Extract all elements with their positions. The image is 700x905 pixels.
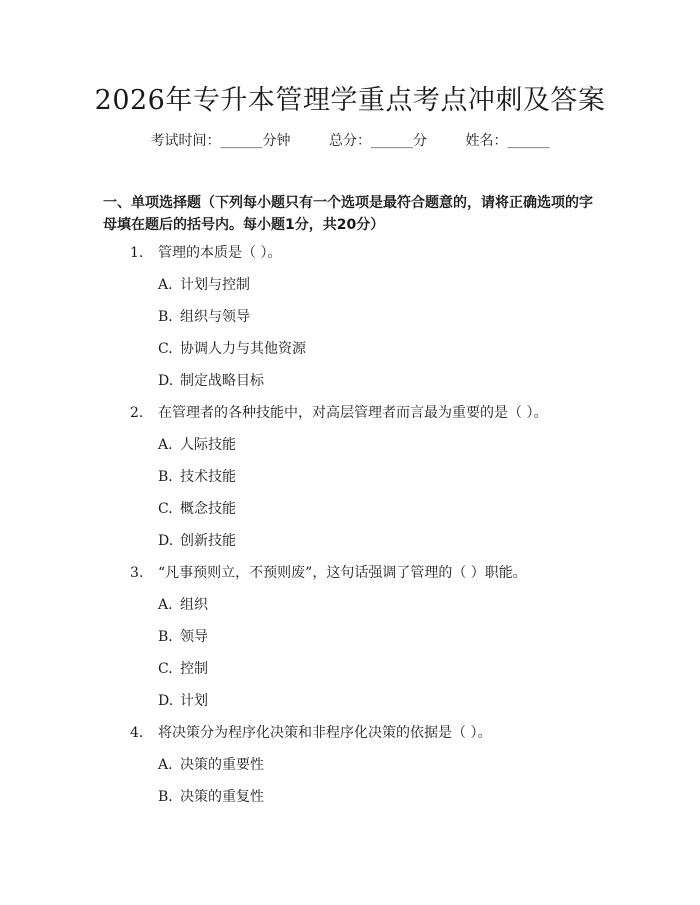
option-text: 决策的重要性 — [180, 757, 264, 773]
option-3d — [158, 690, 208, 710]
question-text: 在管理者的各种技能中，对高层管理者而言最为重要的是（ ）。 — [158, 405, 548, 421]
name-label: 姓名：______ — [465, 133, 550, 149]
page-title: 2026年专升本管理学重点考点冲刺及答案 — [94, 85, 606, 116]
question-3 — [130, 562, 527, 582]
option-1a — [158, 274, 250, 294]
option-1b — [158, 306, 250, 326]
exam-meta — [0, 130, 700, 150]
option-letter: A. — [158, 437, 173, 453]
option-text: 制定战略目标 — [180, 373, 264, 389]
option-text: 控制 — [180, 661, 208, 677]
option-letter: B. — [158, 629, 173, 645]
option-letter: D. — [158, 533, 174, 549]
option-text: 决策的重复性 — [180, 789, 264, 805]
option-text: 概念技能 — [180, 501, 236, 517]
option-2d — [158, 530, 236, 550]
option-4b — [158, 786, 264, 806]
option-letter: C. — [158, 501, 173, 517]
option-letter: C. — [158, 341, 173, 357]
question-number: 2. — [130, 405, 144, 421]
option-letter: A. — [158, 757, 173, 773]
question-4 — [130, 722, 491, 742]
option-1d — [158, 370, 264, 390]
option-1c — [158, 338, 306, 358]
option-letter: D. — [158, 693, 174, 709]
question-text: 管理的本质是（ ）。 — [158, 245, 282, 261]
option-text: 计划与控制 — [180, 277, 250, 293]
option-2c — [158, 498, 236, 518]
question-text: “凡事预则立，不预则废”，这句话强调了管理的（ ）职能。 — [158, 565, 527, 581]
option-2b — [158, 466, 236, 486]
option-text: 人际技能 — [180, 437, 236, 453]
question-1 — [130, 242, 281, 262]
question-text: 将决策分为程序化决策和非程序化决策的依据是（ ）。 — [158, 725, 492, 741]
option-text: 组织 — [180, 597, 208, 613]
option-text: 计划 — [180, 693, 208, 709]
option-letter: C. — [158, 661, 173, 677]
option-3b — [158, 626, 208, 646]
option-text: 技术技能 — [180, 469, 236, 485]
question-number: 3. — [130, 565, 144, 581]
option-letter: B. — [158, 469, 173, 485]
option-3a — [158, 594, 208, 614]
option-4a — [158, 754, 264, 774]
question-number: 4. — [130, 725, 144, 741]
option-letter: D. — [158, 373, 174, 389]
option-text: 领导 — [180, 629, 208, 645]
option-3c — [158, 658, 208, 678]
question-2 — [130, 402, 547, 422]
option-text: 协调人力与其他资源 — [180, 341, 306, 357]
section-heading: 一、单项选择题（下列每小题只有一个选项是最符合题意的，请将正确选项的字母填在题后的括号内。每小题1分，共20分） — [103, 195, 593, 233]
option-2a — [158, 434, 236, 454]
option-letter: B. — [158, 789, 173, 805]
option-letter: A. — [158, 277, 173, 293]
option-text: 创新技能 — [180, 533, 236, 549]
option-letter: B. — [158, 309, 173, 325]
exam-time-label: 考试时间：______分钟 — [150, 133, 291, 149]
total-score-label: 总分：______分 — [329, 133, 427, 149]
option-text: 组织与领导 — [180, 309, 250, 325]
option-letter: A. — [158, 597, 173, 613]
question-number: 1. — [130, 245, 144, 261]
